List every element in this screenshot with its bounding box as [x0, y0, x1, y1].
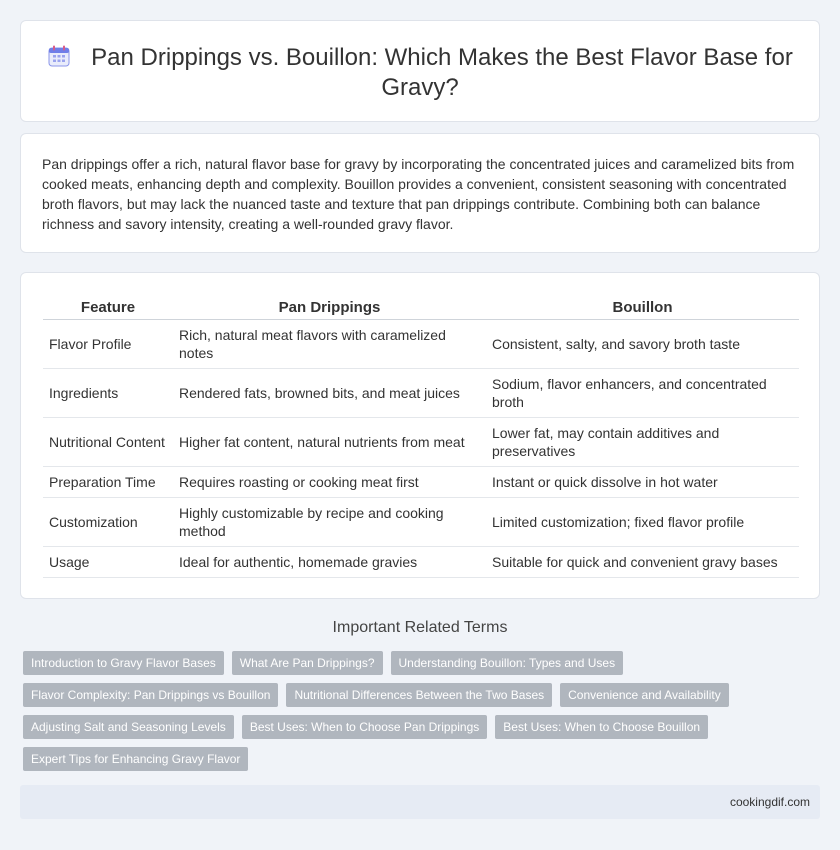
- tag-link[interactable]: Understanding Bouillon: Types and Uses: [391, 651, 624, 675]
- table-row: [43, 466, 799, 497]
- table-cell-feature: Ingredients: [43, 368, 173, 417]
- tag-row: [23, 715, 823, 739]
- tag-row: [23, 683, 823, 707]
- tag-link[interactable]: Introduction to Gravy Flavor Bases: [23, 651, 224, 675]
- tag-row: [23, 651, 823, 675]
- table-row: [43, 546, 799, 577]
- table-cell-pan-drippings: Higher fat content, natural nutrients from meat: [173, 417, 486, 466]
- header-card: [20, 20, 820, 122]
- tag-link[interactable]: Convenience and Availability: [560, 683, 729, 707]
- table-header-row: [43, 295, 799, 319]
- footer-site-name[interactable]: cookingdif.com: [729, 795, 810, 809]
- tag-link[interactable]: What Are Pan Drippings?: [232, 651, 383, 675]
- table-row: [43, 319, 799, 368]
- table-cell-feature: Flavor Profile: [43, 319, 173, 368]
- tag-link[interactable]: Adjusting Salt and Seasoning Levels: [23, 715, 234, 739]
- table-cell-pan-drippings: Highly customizable by recipe and cooking method: [173, 497, 486, 546]
- intro-card: [20, 133, 820, 253]
- table-cell-bouillon: Consistent, salty, and savory broth taste: [486, 319, 799, 368]
- table-row: [43, 417, 799, 466]
- related-terms-tags: [23, 651, 823, 779]
- table-cell-pan-drippings: Requires roasting or cooking meat first: [173, 466, 486, 497]
- tag-link[interactable]: Best Uses: When to Choose Bouillon: [495, 715, 708, 739]
- table-cell-bouillon: Limited customization; fixed flavor profile: [486, 497, 799, 546]
- column-header-feature: Feature: [43, 295, 173, 319]
- tag-link[interactable]: Flavor Complexity: Pan Drippings vs Bouillon: [23, 683, 278, 707]
- tag-row: [23, 747, 823, 771]
- tag-link[interactable]: Expert Tips for Enhancing Gravy Flavor: [23, 747, 248, 771]
- related-terms-title: Important Related Terms: [332, 619, 508, 636]
- page-title: Pan Drippings vs. Bouillon: Which Makes the Best Flavor Base for Gravy?: [91, 44, 793, 101]
- table-cell-pan-drippings: Rendered fats, browned bits, and meat juices: [173, 368, 486, 417]
- table-cell-feature: Customization: [43, 497, 173, 546]
- column-header-pan-drippings: Pan Drippings: [173, 295, 486, 319]
- table-row: [43, 368, 799, 417]
- comparison-card: [20, 272, 820, 599]
- table-cell-pan-drippings: Rich, natural meat flavors with caramelized notes: [173, 319, 486, 368]
- table-cell-feature: Nutritional Content: [43, 417, 173, 466]
- table-cell-bouillon: Sodium, flavor enhancers, and concentrated broth: [486, 368, 799, 417]
- table-cell-feature: Preparation Time: [43, 466, 173, 497]
- intro-paragraph: Pan drippings offer a rich, natural flavor base for gravy by incorporating the concentrated juices and caramelized bits from cooked meats, enhancing depth and complexity. Bouillon provides a convenient, consistent seasoning with concentrated broth flavors, but may lack the nuanced taste and texture that pan drippings contribute. Combining both can balance richness and savory intensity, creating a well-rounded gravy flavor.: [42, 156, 795, 232]
- table-cell-pan-drippings: Ideal for authentic, homemade gravies: [173, 546, 486, 577]
- table-row: [43, 497, 799, 546]
- tag-link[interactable]: Best Uses: When to Choose Pan Drippings: [242, 715, 487, 739]
- page-title-row: [41, 43, 799, 103]
- table-cell-feature: Usage: [43, 546, 173, 577]
- comparison-table: [43, 295, 799, 578]
- table-cell-bouillon: Suitable for quick and convenient gravy bases: [486, 546, 799, 577]
- footer: [20, 785, 820, 819]
- column-header-bouillon: Bouillon: [486, 295, 799, 319]
- tag-link[interactable]: Nutritional Differences Between the Two Bases: [286, 683, 552, 707]
- table-cell-bouillon: Instant or quick dissolve in hot water: [486, 466, 799, 497]
- table-cell-bouillon: Lower fat, may contain additives and preservatives: [486, 417, 799, 466]
- calendar-icon: [47, 44, 71, 68]
